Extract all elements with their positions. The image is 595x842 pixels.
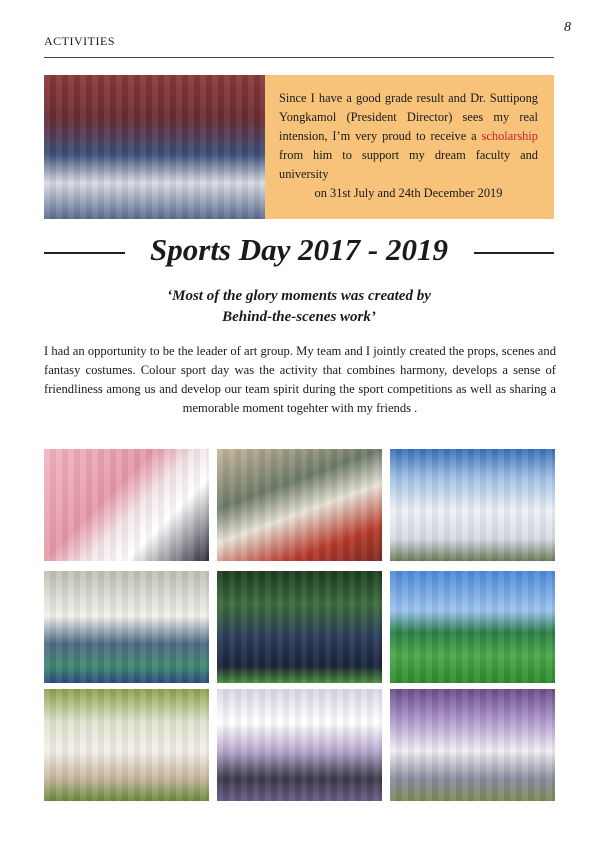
page-number: 8: [564, 20, 571, 35]
scholarship-photo: [44, 75, 265, 219]
section-subtitle: [44, 286, 554, 328]
photo-costume-workshop: [217, 449, 382, 561]
photo-stadium-decoration: [390, 571, 555, 683]
quote-text-part2: from him to support my dream faculty and university: [279, 148, 538, 181]
quote-text-part1: Since I have a good grade result and Dr. Suttipong Yongkamol (President Director) sees my real intension, I’m very proud to receive a: [279, 91, 538, 143]
section-title: Sports Day 2017 - 2019: [150, 232, 448, 267]
scholarship-quote-box: [265, 75, 554, 219]
subtitle-line-1: ‘Most of the glory moments was created by: [167, 288, 431, 304]
photo-purple-team-group: [390, 689, 555, 801]
quote-highlight-scholarship: scholarship: [481, 129, 538, 143]
photo-painting-student: [44, 449, 209, 561]
photo-friends-selfie: [44, 689, 209, 801]
subtitle-line-2: Behind-the-scenes work’: [222, 309, 376, 325]
photo-painting-props: [44, 571, 209, 683]
section-body-text: I had an opportunity to be the leader of art group. My team and I jointly created the props, scenes and fantasy costumes. Colour sport day was the activity that combines harmony, develops a sense of friendliness among us and develop our team spirit during the sport competitions as well as sharing a memorable moment togehter with my friends .: [44, 344, 556, 415]
title-rule-right: [474, 252, 554, 254]
header-rule: [44, 57, 554, 58]
quote-date-line: on 31st July and 24th December 2019: [314, 186, 503, 200]
photo-pink-team-group: [390, 449, 555, 561]
section-title-row: [44, 232, 554, 272]
photo-team-banner: [217, 571, 382, 683]
section-header: ACTIVITIES: [44, 34, 115, 48]
photo-cheering-crowd: [217, 689, 382, 801]
